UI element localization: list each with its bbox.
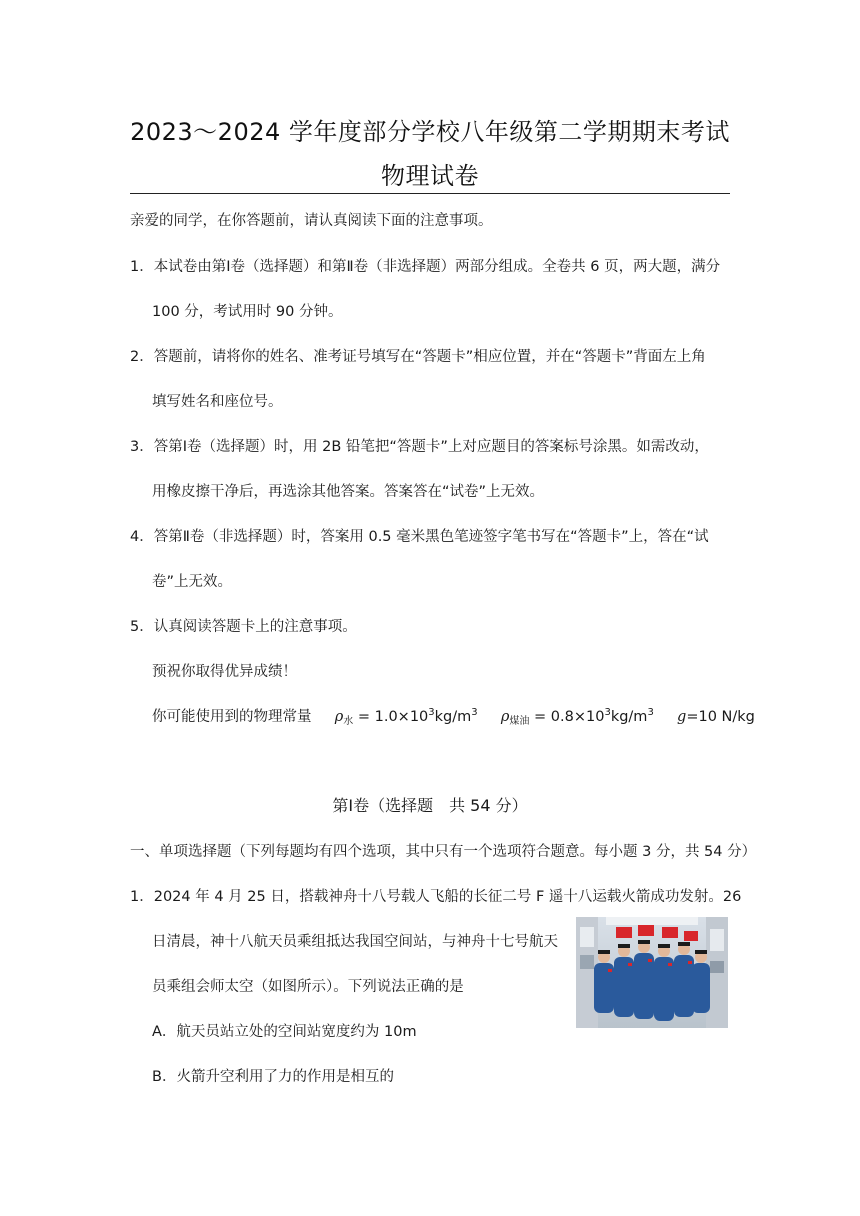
notice-item-1-line1: 1．本试卷由第Ⅰ卷（选择题）和第Ⅱ卷（非选择题）两部分组成。全卷共 6 页，两大题，满分 — [130, 259, 721, 275]
kerosene-density-unit-exponent: 3 — [647, 707, 654, 718]
water-density-unit: kg/m — [434, 709, 472, 725]
physics-constants — [152, 705, 755, 727]
water-density-value: = 1.0×10 — [357, 709, 429, 725]
section-heading: 一、单项选择题（下列每题均有四个选项，其中只有一个选项符合题意。每小题 3 分，共 54 分） — [130, 844, 757, 860]
water-density-unit-exponent: 3 — [471, 707, 478, 718]
water-density-exponent: 3 — [428, 707, 435, 718]
title-divider — [130, 193, 730, 194]
g-value: =10 N/kg — [686, 709, 755, 725]
question1-line3: 员乘组会师太空（如图所示）。下列说法正确的是 — [152, 979, 464, 995]
exam-title-line2: 物理试卷 — [381, 162, 479, 190]
rho-symbol-water: ρ — [334, 709, 344, 725]
astronauts-photo — [576, 917, 728, 1028]
water-subscript: 水 — [343, 716, 354, 727]
kerosene-density-unit: kg/m — [610, 709, 648, 725]
notice-item-2-line1: 2．答题前，请将你的姓名、准考证号填写在“答题卡”相应位置，并在“答题卡”背面左上角 — [130, 349, 706, 365]
notice-intro: 亲爱的同学，在你答题前，请认真阅读下面的注意事项。 — [130, 213, 493, 229]
part1-title: 第Ⅰ卷（选择题 共 54 分） — [332, 796, 528, 815]
exam-title-line1: 2023～2024 学年度部分学校八年级第二学期期末考试 — [130, 118, 730, 146]
kerosene-subscript: 煤油 — [509, 716, 530, 727]
constants-label: 你可能使用到的物理常量 — [152, 709, 312, 725]
notice-item-1-line2: 100 分，考试用时 90 分钟。 — [152, 304, 343, 320]
question1-option-b: B．火箭升空利用了力的作用是相互的 — [152, 1069, 394, 1085]
question1-line1: 1．2024 年 4 月 25 日，搭载神舟十八号载人飞船的长征二号 F 遥十八运载火箭成功发射。26 — [130, 889, 742, 905]
rho-symbol-kerosene: ρ — [500, 709, 510, 725]
notice-item-4-line2: 卷”上无效。 — [152, 574, 233, 590]
g-symbol: g — [677, 709, 687, 725]
notice-item-4-line1: 4．答第Ⅱ卷（非选择题）时，答案用 0.5 毫米黑色笔迹签字笔书写在“答题卡”上，答在“试 — [130, 529, 709, 545]
notice-item-3-line2: 用橡皮擦干净后，再选涂其他答案。答案答在“试卷”上无效。 — [152, 484, 545, 500]
kerosene-density-value: = 0.8×10 — [534, 709, 605, 725]
question1-option-a: A．航天员站立处的空间站宽度约为 10m — [152, 1024, 417, 1040]
kerosene-density-exponent: 3 — [604, 707, 611, 718]
notice-item-2-line2: 填写姓名和座位号。 — [152, 394, 283, 410]
notice-item-5: 5．认真阅读答题卡上的注意事项。 — [130, 619, 357, 635]
question1-line2: 日清晨，神十八航天员乘组抵达我国空间站，与神舟十七号航天 — [152, 934, 558, 950]
notice-item-3-line1: 3．答第Ⅰ卷（选择题）时，用 2B 铅笔把“答题卡”上对应题目的答案标号涂黑。如需改动， — [130, 439, 709, 455]
wish-text: 预祝你取得优异成绩！ — [152, 664, 297, 680]
